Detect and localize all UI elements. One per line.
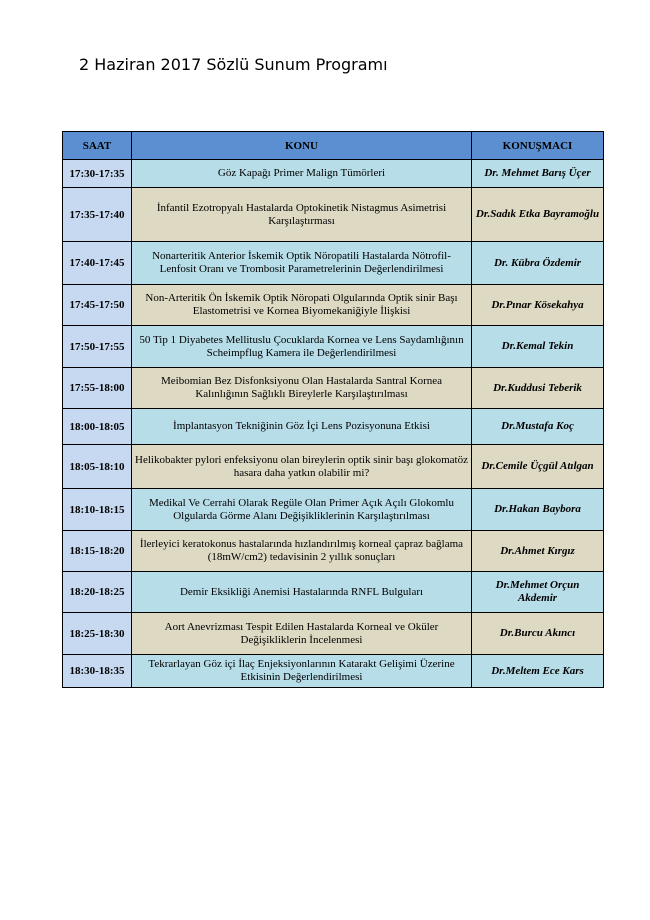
time-cell: 18:00-18:05	[63, 409, 132, 445]
speaker-cell: Dr.Mehmet Orçun Akdemir	[472, 572, 604, 613]
table-row	[63, 489, 604, 531]
time-cell: 18:15-18:20	[63, 531, 132, 572]
time-cell: 17:50-17:55	[63, 326, 132, 368]
speaker-cell: Dr.Sadık Etka Bayramoğlu	[472, 188, 604, 242]
speaker-cell: Dr.Burcu Akıncı	[472, 613, 604, 655]
topic-cell: Medikal Ve Cerrahi Olarak Regüle Olan Primer Açık Açılı Glokomlu Olgularda Görme Alanı Değişikliklerinin Karşılaştırılması	[132, 489, 472, 531]
table-row	[63, 368, 604, 409]
table-row	[63, 445, 604, 489]
speaker-cell: Dr.Kemal Tekin	[472, 326, 604, 368]
topic-cell: Aort Anevrizması Tespit Edilen Hastalarda Korneal ve Oküler Değişikliklerin İncelenmesi	[132, 613, 472, 655]
table-row	[63, 326, 604, 368]
speaker-cell: Dr.Ahmet Kırgız	[472, 531, 604, 572]
topic-cell: Tekrarlayan Göz içi İlaç Enjeksiyonlarının Katarakt Gelişimi Üzerine Etkisinin Değerlendirilmesi	[132, 655, 472, 688]
topic-cell: Helikobakter pylori enfeksiyonu olan bireylerin optik sinir başı glokomatöz hasara daha yatkın olabilir mi?	[132, 445, 472, 489]
table-row	[63, 285, 604, 326]
topic-cell: İlerleyici keratokonus hastalarında hızlandırılmış korneal çapraz bağlama (18mW/cm2) tedavisinin 2 yıllık sonuçları	[132, 531, 472, 572]
topic-cell: Meibomian Bez Disfonksiyonu Olan Hastalarda Santral Kornea Kalınlığının Sağlıklı Bireylerle Karşılaştırılması	[132, 368, 472, 409]
table-row	[63, 531, 604, 572]
speaker-cell: Dr.Pınar Kösekahya	[472, 285, 604, 326]
table-row	[63, 572, 604, 613]
header-speaker: KONUŞMACI	[472, 132, 604, 160]
time-cell: 18:30-18:35	[63, 655, 132, 688]
table-row	[63, 160, 604, 188]
speaker-cell: Dr. Mehmet Barış Üçer	[472, 160, 604, 188]
header-topic: KONU	[132, 132, 472, 160]
speaker-cell: Dr.Kuddusi Teberik	[472, 368, 604, 409]
speaker-cell: Dr.Hakan Baybora	[472, 489, 604, 531]
header-row	[63, 132, 604, 160]
table-row	[63, 409, 604, 445]
page-title: 2 Haziran 2017 Sözlü Sunum Programı	[79, 55, 388, 74]
topic-cell: Nonarteritik Anterior İskemik Optik Nöropatili Hastalarda Nötrofil-Lenfosit Oranı ve Trombosit Parametrelerinin Değerlendirilmesi	[132, 242, 472, 285]
speaker-cell: Dr. Kübra Özdemir	[472, 242, 604, 285]
time-cell: 18:25-18:30	[63, 613, 132, 655]
time-cell: 17:40-17:45	[63, 242, 132, 285]
topic-cell: Demir Eksikliği Anemisi Hastalarında RNFL Bulguları	[132, 572, 472, 613]
time-cell: 18:05-18:10	[63, 445, 132, 489]
speaker-cell: Dr.Cemile Üçgül Atılgan	[472, 445, 604, 489]
time-cell: 17:55-18:00	[63, 368, 132, 409]
topic-cell: 50 Tip 1 Diyabetes Mellituslu Çocuklarda Kornea ve Lens Saydamlığının Scheimpflug Kamera ile Değerlendirilmesi	[132, 326, 472, 368]
speaker-cell: Dr.Mustafa Koç	[472, 409, 604, 445]
program-table	[62, 131, 604, 688]
time-cell: 18:20-18:25	[63, 572, 132, 613]
table-row	[63, 242, 604, 285]
time-cell: 17:30-17:35	[63, 160, 132, 188]
time-cell: 17:45-17:50	[63, 285, 132, 326]
time-cell: 17:35-17:40	[63, 188, 132, 242]
time-cell: 18:10-18:15	[63, 489, 132, 531]
speaker-cell: Dr.Meltem Ece Kars	[472, 655, 604, 688]
header-time: SAAT	[63, 132, 132, 160]
table-row	[63, 613, 604, 655]
topic-cell: İmplantasyon Tekniğinin Göz İçi Lens Pozisyonuna Etkisi	[132, 409, 472, 445]
table-row	[63, 188, 604, 242]
topic-cell: İnfantil Ezotropyalı Hastalarda Optokinetik Nistagmus Asimetrisi Karşılaştırması	[132, 188, 472, 242]
topic-cell: Non-Arteritik Ön İskemik Optik Nöropati Olgularında Optik sinir Başı Elastometrisi ve Kornea Biyomekaniğiyle İlişkisi	[132, 285, 472, 326]
topic-cell: Göz Kapağı Primer Malign Tümörleri	[132, 160, 472, 188]
table-row	[63, 655, 604, 688]
